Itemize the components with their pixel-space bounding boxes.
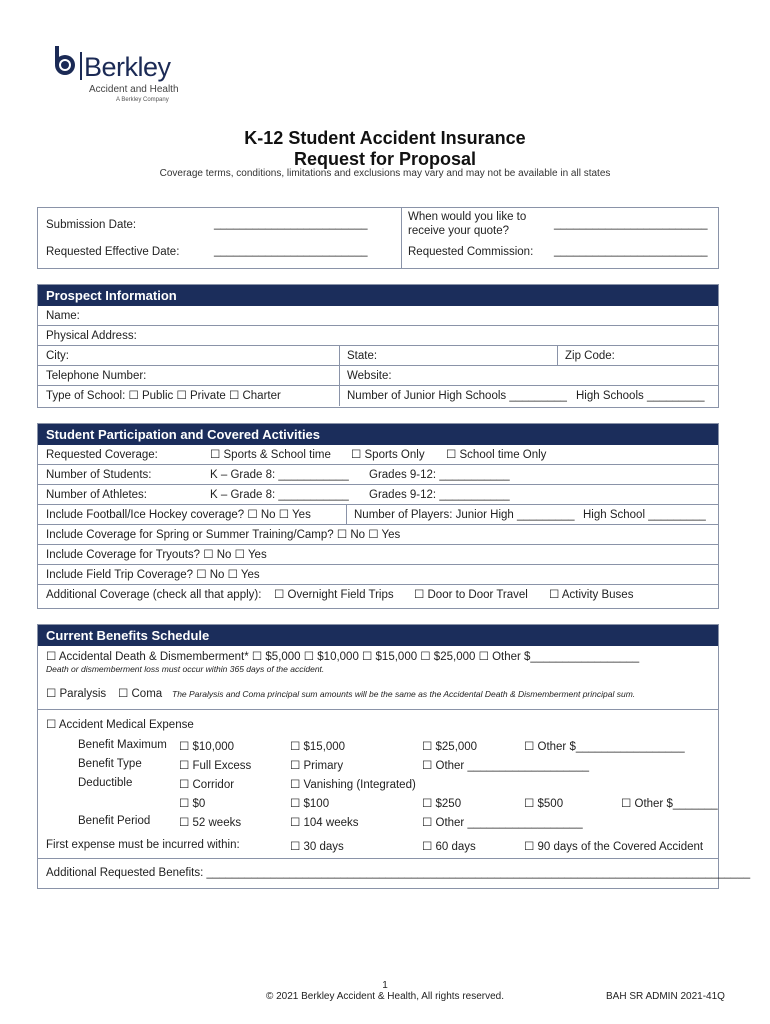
page-title: K-12 Student Accident Insurance xyxy=(244,128,526,148)
dd-250[interactable]: ☐ $250 xyxy=(422,798,462,810)
submission-date-label: Submission Date: xyxy=(46,219,137,231)
prospect-website[interactable]: Website: xyxy=(347,370,392,382)
high-school-count[interactable]: High Schools _________ xyxy=(576,390,705,402)
effective-date-label: Requested Effective Date: xyxy=(46,246,180,258)
commission-label: Requested Commission: xyxy=(408,246,534,258)
prospect-address[interactable]: Physical Address: xyxy=(46,330,137,342)
submission-box xyxy=(37,207,719,269)
tryouts-coverage[interactable]: Include Coverage for Tryouts? ☐ No ☐ Yes xyxy=(46,549,267,561)
logo-separator xyxy=(80,52,82,80)
d-vanishing[interactable]: ☐ Vanishing (Integrated) xyxy=(290,779,416,791)
bm-15000[interactable]: ☐ $15,000 xyxy=(290,741,346,753)
additional-benefits-field[interactable]: Additional Requested Benefits: _____________________________________________________________________________________ xyxy=(46,867,751,879)
quote-date-field[interactable]: ________________________ xyxy=(554,218,708,230)
fe-60[interactable]: ☐ 60 days xyxy=(422,841,476,853)
prospect-phone[interactable]: Telephone Number: xyxy=(46,370,147,382)
school-type-options[interactable]: Type of School: ☐ Public ☐ Private ☐ Charter xyxy=(46,390,281,402)
add-note: Death or dismemberment loss must occur within 365 days of the accident. xyxy=(46,664,325,674)
junior-high-count[interactable]: Number of Junior High Schools _________ xyxy=(347,390,567,402)
players-high-school[interactable]: High School _________ xyxy=(583,509,706,521)
athletes-k8[interactable]: K – Grade 8: ___________ xyxy=(210,489,349,501)
effective-date-field[interactable]: ________________________ xyxy=(214,245,368,257)
paralysis-note: The Paralysis and Coma principal sum amounts will be the same as the Accidental Death & Dismemberment principal sum. xyxy=(172,689,636,699)
page-title-line2: Request for Proposal xyxy=(293,149,477,169)
submission-date-field[interactable]: ________________________ xyxy=(214,218,368,230)
benefits-divider xyxy=(38,709,718,710)
quote-question-line1: When would you like to xyxy=(408,211,527,223)
prospect-state[interactable]: State: xyxy=(347,350,378,362)
athletes-label: Number of Athletes: xyxy=(46,489,147,501)
requested-coverage-label: Requested Coverage: xyxy=(46,449,158,461)
logo-wordmark: Berkley xyxy=(84,52,171,82)
quote-question-line2: receive your quote? xyxy=(408,225,510,237)
dd-other[interactable]: ☐ Other $_______ xyxy=(621,798,718,810)
benefit-max-label: Benefit Maximum xyxy=(78,739,167,751)
benefit-period-label: Benefit Period xyxy=(78,815,151,827)
prospect-zip[interactable]: Zip Code: xyxy=(565,350,615,362)
bp-52[interactable]: ☐ 52 weeks xyxy=(179,817,242,829)
students-label: Number of Students: xyxy=(46,469,152,481)
coverage-sports-only[interactable]: ☐ Sports Only xyxy=(351,449,425,461)
benefits-header: Current Benefits Schedule xyxy=(38,625,718,646)
coverage-sports-school[interactable]: ☐ Sports & School time xyxy=(210,449,331,461)
bt-primary[interactable]: ☐ Primary xyxy=(290,760,344,772)
bm-other[interactable]: ☐ Other $_________________ xyxy=(524,741,685,753)
students-k8[interactable]: K – Grade 8: ___________ xyxy=(210,469,349,481)
additional-coverage-label: Additional Coverage (check all that apply): xyxy=(46,589,262,601)
field-trip-coverage[interactable]: Include Field Trip Coverage? ☐ No ☐ Yes xyxy=(46,569,260,581)
coma-option[interactable]: ☐ Coma xyxy=(118,688,163,700)
benefit-type-label: Benefit Type xyxy=(78,758,142,770)
prospect-header: Prospect Information xyxy=(38,285,718,306)
bm-25000[interactable]: ☐ $25,000 xyxy=(422,741,478,753)
medical-expense-option[interactable]: ☐ Accident Medical Expense xyxy=(46,719,194,731)
football-coverage[interactable]: Include Football/Ice Hockey coverage? ☐ No ☐ Yes xyxy=(46,509,311,521)
activity-buses[interactable]: ☐ Activity Buses xyxy=(549,589,634,601)
bp-other[interactable]: ☐ Other __________________ xyxy=(422,817,583,829)
participation-section xyxy=(37,423,719,609)
d-corridor[interactable]: ☐ Corridor xyxy=(179,779,235,791)
prospect-name[interactable]: Name: xyxy=(46,310,80,322)
participation-header: Student Participation and Covered Activities xyxy=(38,424,718,445)
deductible-label: Deductible xyxy=(78,777,133,789)
players-junior-high[interactable]: Number of Players: Junior High _________ xyxy=(354,509,575,521)
bm-10000[interactable]: ☐ $10,000 xyxy=(179,741,235,753)
berkley-logo-mark xyxy=(53,46,77,76)
dd-100[interactable]: ☐ $100 xyxy=(290,798,330,810)
copyright: © 2021 Berkley Accident & Health, All rights reserved. xyxy=(265,991,505,1002)
bp-104[interactable]: ☐ 104 weeks xyxy=(290,817,359,829)
commission-field[interactable]: ________________________ xyxy=(554,245,708,257)
students-g912[interactable]: Grades 9-12: ___________ xyxy=(369,469,510,481)
spring-summer-coverage[interactable]: Include Coverage for Spring or Summer Training/Camp? ☐ No ☐ Yes xyxy=(46,529,401,541)
benefits-divider-2 xyxy=(38,858,718,859)
dd-500[interactable]: ☐ $500 xyxy=(524,798,564,810)
first-expense-label: First expense must be incurred within: xyxy=(46,839,240,851)
athletes-g912[interactable]: Grades 9-12: ___________ xyxy=(369,489,510,501)
bt-other[interactable]: ☐ Other ___________________ xyxy=(422,760,589,772)
bt-full-excess[interactable]: ☐ Full Excess xyxy=(179,760,252,772)
benefits-section xyxy=(37,624,751,889)
fe-90[interactable]: ☐ 90 days of the Covered Accident xyxy=(524,841,704,853)
overnight-field-trips[interactable]: ☐ Overnight Field Trips xyxy=(274,589,394,601)
prospect-section xyxy=(37,284,719,408)
door-to-door-travel[interactable]: ☐ Door to Door Travel xyxy=(414,589,528,601)
fe-30[interactable]: ☐ 30 days xyxy=(290,841,344,853)
form-code: BAH SR ADMIN 2021-41Q xyxy=(606,991,725,1002)
add-coverage-options[interactable]: ☐ Accidental Death & Dismemberment* ☐ $5,000 ☐ $10,000 ☐ $15,000 ☐ $25,000 ☐ Other $_________________ xyxy=(46,651,640,663)
paralysis-option[interactable]: ☐ Paralysis xyxy=(46,688,107,700)
prospect-city[interactable]: City: xyxy=(46,350,69,362)
coverage-school-only[interactable]: ☐ School time Only xyxy=(446,449,547,461)
page-number: 1 xyxy=(382,980,388,991)
dd-0[interactable]: ☐ $0 xyxy=(179,798,206,810)
logo-tagline: A Berkley Company xyxy=(116,97,169,103)
logo-subtitle: Accident and Health xyxy=(89,84,179,95)
page-subtitle: Coverage terms, conditions, limitations and exclusions may vary and may not be available in all states xyxy=(159,168,611,179)
